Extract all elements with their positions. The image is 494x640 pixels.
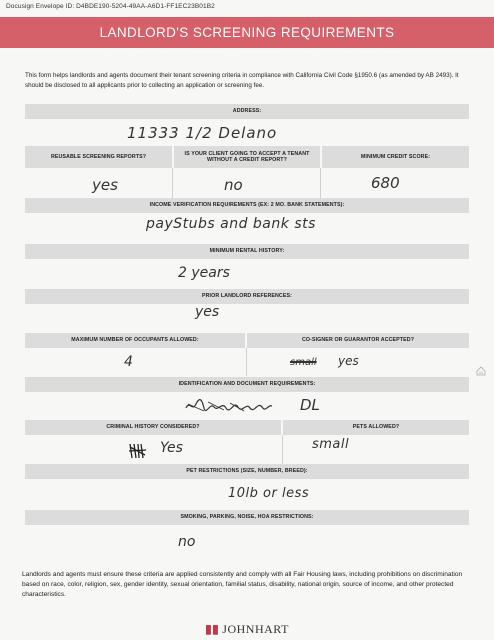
column-divider (282, 435, 283, 465)
address-label: ADDRESS: (25, 104, 469, 119)
johnhart-logo (0, 622, 494, 637)
rental-history-label: MINIMUM RENTAL HISTORY: (25, 244, 469, 259)
logo-mark-icon: ▮▮ (205, 622, 220, 636)
no-credit-label: IS YOUR CLIENT GOING TO ACCEPT A TENANT WITHOUT A CREDIT REPORT? (174, 146, 320, 168)
cosigner-struck-text: small (290, 357, 317, 368)
title-band (0, 17, 494, 48)
criminal-value[interactable]: Yes (160, 440, 183, 456)
reusable-reports-value[interactable]: yes (92, 176, 118, 194)
rental-history-value[interactable]: 2 years (178, 265, 230, 281)
page-title: LANDLORD'S SCREENING REQUIREMENTS (99, 25, 395, 40)
column-divider (172, 168, 173, 198)
id-docs-label: IDENTIFICATION AND DOCUMENT REQUIREMENTS: (25, 377, 469, 392)
occupants-value[interactable]: 4 (124, 354, 133, 370)
id-docs-scribble (184, 398, 274, 414)
pet-restrictions-label: PET RESTRICTIONS (SIZE, NUMBER, BREED): (25, 464, 469, 479)
criminal-scribble (128, 442, 148, 460)
smoking-label: SMOKING, PARKING, NOISE, HOA RESTRICTIONS: (25, 510, 469, 525)
fair-housing-note: Landlords and agents must ensure these criteria are applied consistently and comply with all Fair Housing laws, including prohibitions on discrimination based on race, color, religion, sex, gender identity, sexual orientation, familial status, disability, national origin, source of income, and other protected characteristics. (22, 571, 463, 598)
intro-text: This form helps landlords and agents document their tenant screening criteria in compliance with California Civil Code §1950.6 (as amended by AB 2493). It should be disclosed to all applicants prior to collecting an application or screening fee. (25, 72, 459, 89)
prior-refs-value[interactable]: yes (195, 304, 220, 320)
income-value[interactable]: payStubs and bank sts (146, 216, 316, 232)
column-divider (246, 348, 247, 376)
column-divider (320, 168, 321, 198)
address-value[interactable]: 11333 1/2 Delano (127, 124, 278, 142)
envelope-id: Docusign Envelope ID: D4BDE190-5204-49AA-A6D1-FF1EC23B01B2 (6, 3, 215, 10)
pet-restrictions-value[interactable]: 10lb or less (228, 486, 310, 501)
logo-text: JOHNHART (222, 622, 289, 636)
min-credit-value[interactable]: 680 (371, 174, 400, 192)
criminal-label: CRIMINAL HISTORY CONSIDERED? (25, 420, 281, 435)
id-docs-value[interactable]: DL (300, 396, 320, 414)
smoking-value[interactable]: no (178, 534, 196, 550)
pets-value[interactable]: small (312, 437, 350, 452)
no-credit-value[interactable]: no (224, 176, 243, 194)
income-label: INCOME VERIFICATION REQUIREMENTS (EX: 2 MO. BANK STATEMENTS): (25, 198, 469, 213)
cosigner-value[interactable]: yes (338, 354, 359, 368)
min-credit-label: MINIMUM CREDIT SCORE: (322, 146, 469, 168)
reusable-reports-label: REUSABLE SCREENING REPORTS? (25, 146, 172, 168)
occupants-label: MAXIMUM NUMBER OF OCCUPANTS ALLOWED: (25, 333, 245, 348)
cosigner-label: CO-SIGNER OR GUARANTOR ACCEPTED? (247, 333, 469, 348)
prior-refs-label: PRIOR LANDLORD REFERENCES: (25, 289, 469, 304)
equal-housing-icon (476, 366, 486, 376)
pets-label: PETS ALLOWED? (283, 420, 469, 435)
